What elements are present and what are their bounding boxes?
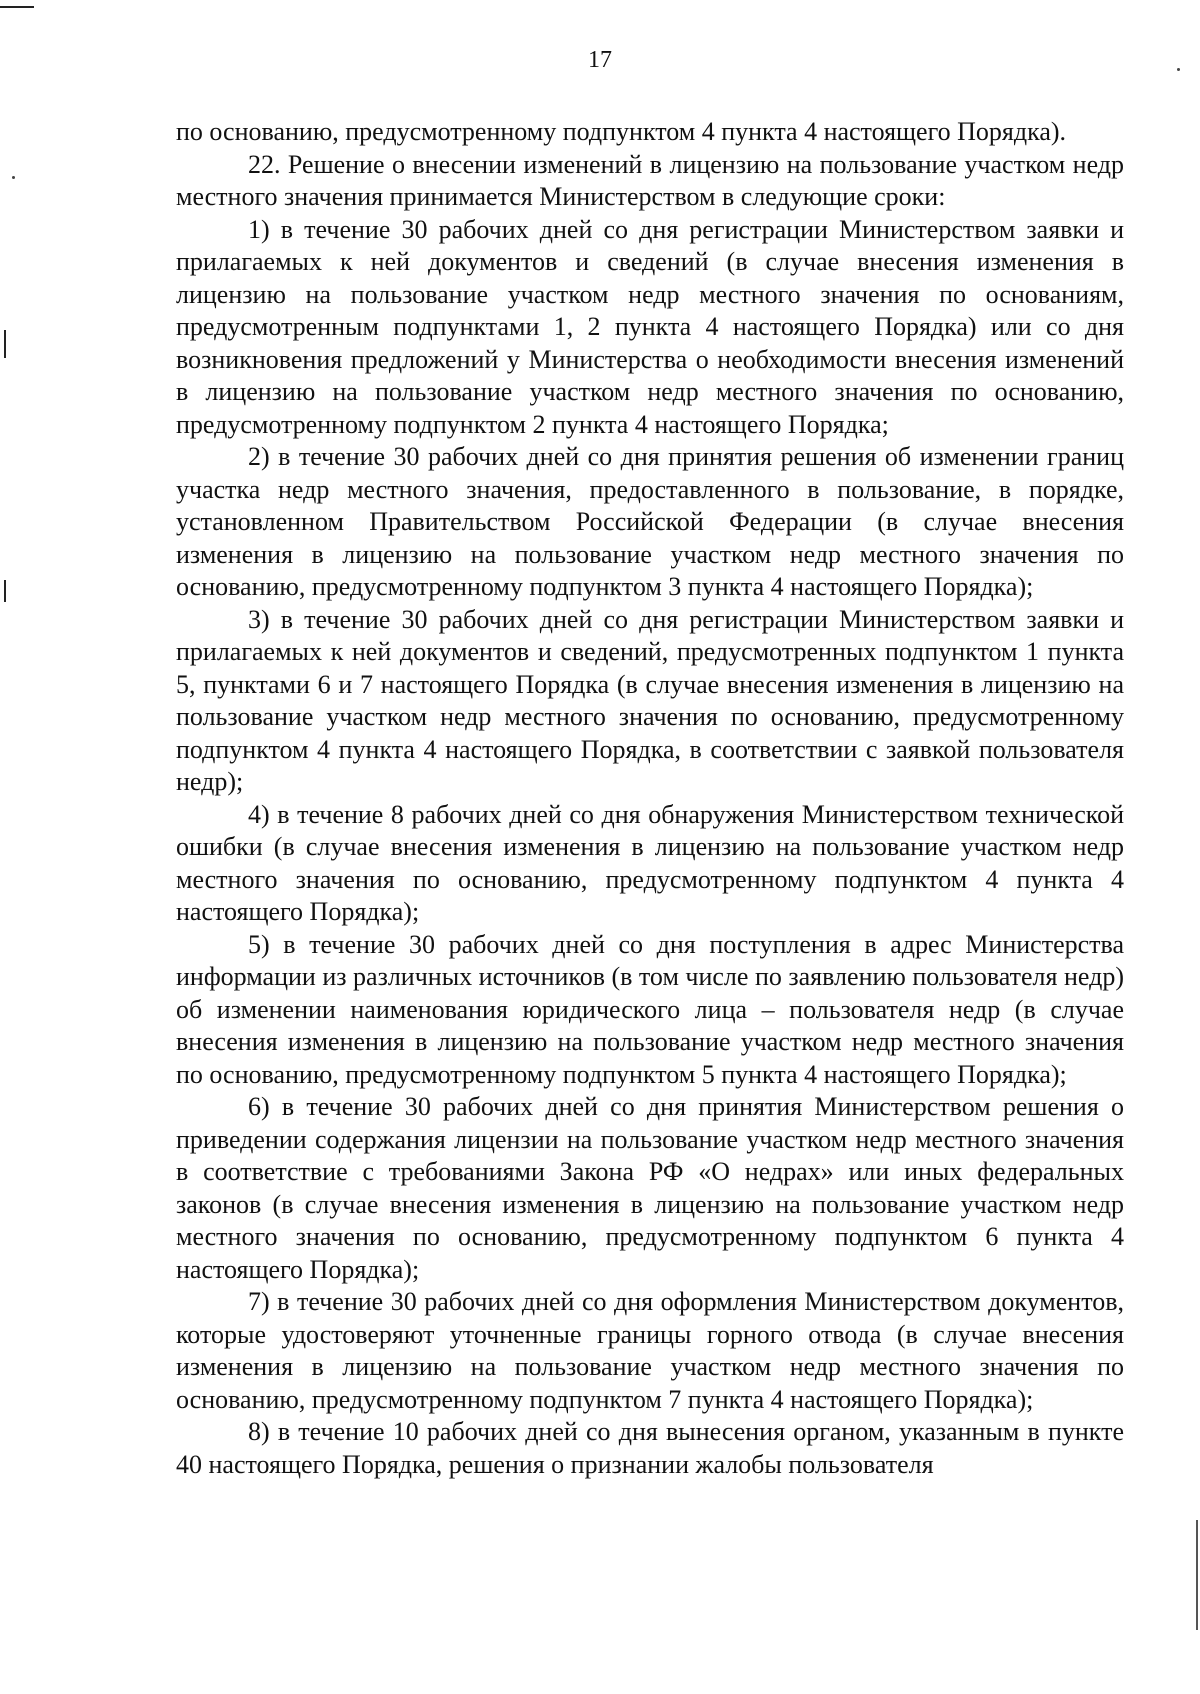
paragraph-item-2: 2) в течение 30 рабочих дней со дня принятия решения об изменении границ участка недр местного значения, предоставленного в пользование, в порядке, установленном Правительством Российской Федерации (в случае внесения изменения в лицензию на пользование участком недр местного значения по основанию, предусмотренному подпунктом 3 пункта 4 настоящего Порядка); [176, 442, 1124, 601]
paragraph-item-7: 7) в течение 30 рабочих дней со дня оформления Министерством документов, которые удостоверяют уточненные границы горного отвода (в случае внесения изменения в лицензию на пользование участком недр местного значения по основанию, предусмотренному подпунктом 7 пункта 4 настоящего Порядка); [176, 1287, 1124, 1414]
page-number: 17 [588, 47, 612, 73]
paragraph-item-8: 8) в течение 10 рабочих дней со дня вынесения органом, указанным в пункте 40 настоящего Порядка, решения о признании жалобы пользователя [176, 1417, 1124, 1479]
paragraph-item-4: 4) в течение 8 рабочих дней со дня обнаружения Министерством технической ошибки (в случае внесения изменения в лицензию на пользование участком недр местного значения по основанию, предусмотренному подпунктом 4 пункта 4 настоящего Порядка); [176, 799, 1124, 926]
paragraph-item-1: 1) в течение 30 рабочих дней со дня регистрации Министерством заявки и прилагаемых к ней документов и сведений (в случае внесения изменения в лицензию на пользование участком недр местного значения по основаниям, предусмотренным подпунктами 1, 2 пункта 4 настоящего Порядка) или со дня возникновения предложений у Министерства о необходимости внесения изменений в лицензию на пользование участком недр местного значения по основанию, предусмотренному подпунктом 2 пункта 4 настоящего Порядка; [176, 214, 1124, 439]
paragraph-item-3: 3) в течение 30 рабочих дней со дня регистрации Министерством заявки и прилагаемых к ней документов и сведений, предусмотренных подпунктом 1 пункта 5, пунктами 6 и 7 настоящего Порядка (в случае внесения изменения в лицензию на пользование участком недр местного значения по основанию, предусмотренному подпунктом 4 пункта 4 настоящего Порядка, в соответствии с заявкой пользователя недр); [176, 604, 1124, 796]
scan-artifact [0, 6, 34, 8]
scan-artifact [4, 330, 6, 358]
scan-artifact [12, 176, 15, 179]
scan-artifact [1196, 1520, 1198, 1630]
paragraph-item-6: 6) в течение 30 рабочих дней со дня принятия Министерством решения о приведении содержания лицензии на пользование участком недр местного значения в соответствие с требованиями Закона РФ «О недрах» или иных федеральных законов (в случае внесения изменения в лицензию на пользование участком недр местного значения по основанию, предусмотренному подпунктом 6 пункта 4 настоящего Порядка); [176, 1092, 1124, 1284]
document-body [176, 116, 1124, 1481]
scan-artifact [4, 580, 6, 602]
paragraph-item-5: 5) в течение 30 рабочих дней со дня поступления в адрес Министерства информации из различных источников (в том числе по заявлению пользователя недр) об изменении наименования юридического лица – пользователя недр (в случае внесения изменения в лицензию на пользование участком недр местного значения по основанию, предусмотренному подпунктом 5 пункта 4 настоящего Порядка); [176, 929, 1124, 1089]
paragraph-clause-22: 22. Решение о внесении изменений в лицензию на пользование участком недр местного значения принимается Министерством в следующие сроки: [176, 149, 1124, 211]
paragraph-continuation: по основанию, предусмотренному подпунктом 4 пункта 4 настоящего Порядка). [176, 117, 1067, 146]
